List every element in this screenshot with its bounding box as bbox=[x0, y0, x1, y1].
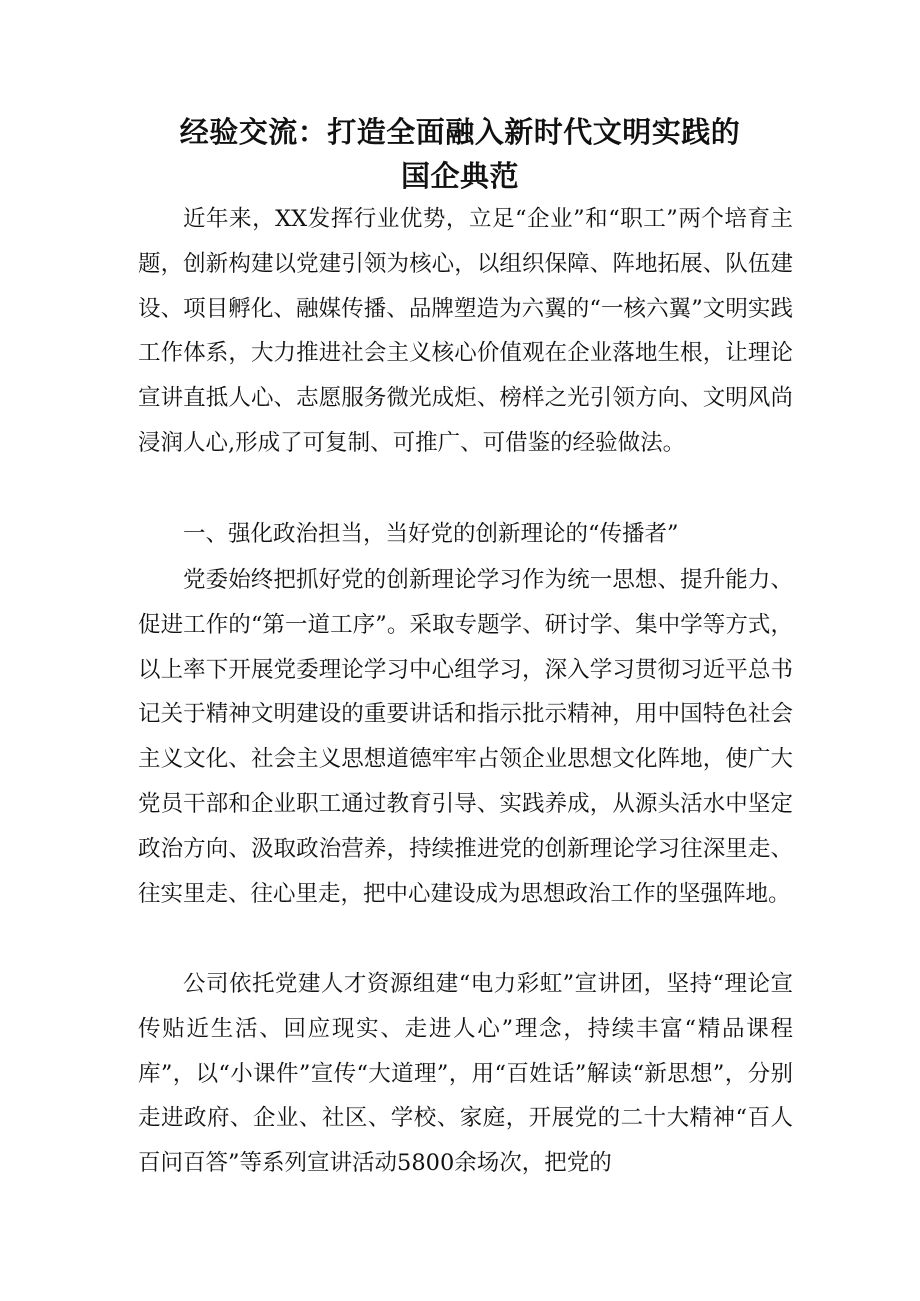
section-heading: 一、强化政治担当，当好党的创新理论的“传播者” bbox=[183, 521, 679, 547]
paragraph-intro: 近年来，XX发挥行业优势，立足“企业”和“职工”两个培育主题，创新构建以党建引领为核心，以组织保障、阵地拓展、队伍建设、项目孵化、融媒传播、品牌塑造为六翼的“一核六翼”文明实践工作体系，大力推进社会主义核心价值观在企业落地生根，让理论宣讲直抵人心、志愿服务微光成炬、榜样之光引领方向、文明风尚浸润人心,形成了可复制、可推广、可借鉴的经验做法。 bbox=[138, 206, 793, 456]
paragraph-company: 公司依托党建人才资源组建“电力彩虹”宣讲团，坚持“理论宣传贴近生活、回应现实、走进人心”理念，持续丰富“精品课程库”，以“小课件”宣传“大道理”，用“百姓话”解读“新思想”，分别走进政府、企业、社区、学校、家庭，开展党的二十大精神“百人百问百答”等系列宣讲活动5800余场次，把党的 bbox=[138, 971, 793, 1177]
paragraph-party-committee: 党委始终把抓好党的创新理论学习作为统一思想、提升能力、促进工作的“第一道工序”。采取专题学、研讨学、集中学等方式，以上率下开展党委理论学习中心组学习，深入学习贯彻习近平总书记关于精神文明建设的重要讲话和指示批示精神，用中国特色社会主义文化、社会主义思想道德牢牢占领企业思想文化阵地，使广大党员干部和企业职工通过教育引导、实践养成，从源头活水中坚定政治方向、汲取政治营养，持续推进党的创新理论学习往深里走、往实里走、往心里走，把中心建设成为思想政治工作的坚强阵地。 bbox=[138, 567, 793, 907]
document-title-line-2: 国企典范 bbox=[400, 159, 519, 193]
document-title-line-1: 经验交流：打造全面融入新时代文明实践的 bbox=[179, 115, 741, 149]
